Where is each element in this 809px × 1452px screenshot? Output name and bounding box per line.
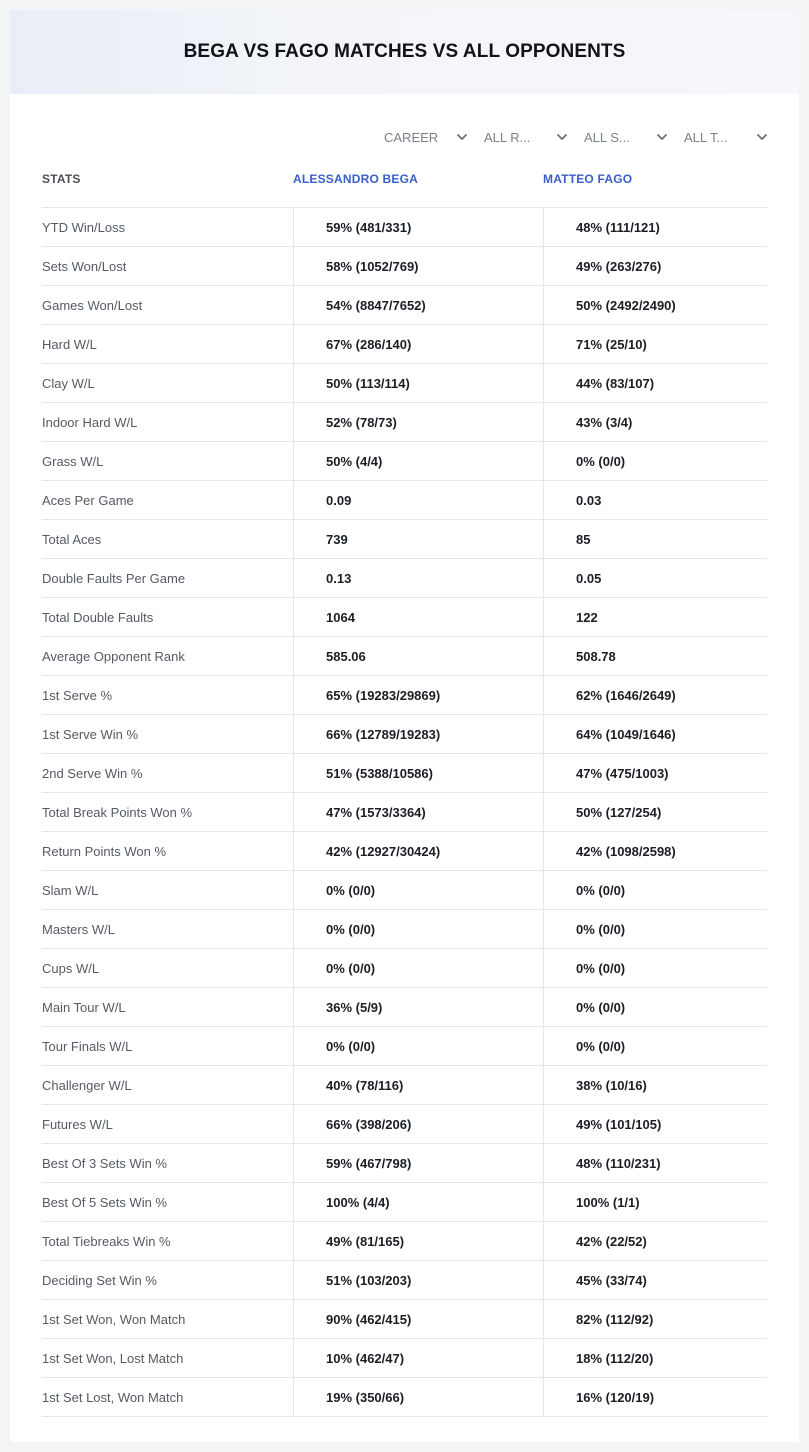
player1-value: 47% (1573/3364) bbox=[293, 793, 543, 831]
table-header bbox=[42, 170, 767, 208]
stats-card bbox=[10, 10, 799, 1442]
table-row bbox=[42, 910, 767, 949]
player1-value: 0% (0/0) bbox=[293, 1027, 543, 1065]
player2-value: 85 bbox=[543, 520, 767, 558]
player1-value: 40% (78/116) bbox=[293, 1066, 543, 1104]
player1-value: 65% (19283/29869) bbox=[293, 676, 543, 714]
player2-value: 82% (112/92) bbox=[543, 1300, 767, 1338]
player2-value: 508.78 bbox=[543, 637, 767, 675]
player2-value: 0.05 bbox=[543, 559, 767, 597]
player1-value: 54% (8847/7652) bbox=[293, 286, 543, 324]
stat-label: Cups W/L bbox=[42, 960, 100, 976]
table-row bbox=[42, 676, 767, 715]
stat-label: Aces Per Game bbox=[42, 492, 134, 508]
page-title: BEGA VS FAGO MATCHES VS ALL OPPONENTS bbox=[183, 41, 626, 62]
stat-label: 2nd Serve Win % bbox=[42, 765, 143, 781]
player2-value: 16% (120/19) bbox=[543, 1378, 767, 1416]
table-row bbox=[42, 403, 767, 442]
column-header-player2-link[interactable]: MATTEO FAGO bbox=[543, 172, 633, 186]
player1-value: 66% (12789/19283) bbox=[293, 715, 543, 753]
stat-label: Double Faults Per Game bbox=[42, 570, 186, 586]
table-row bbox=[42, 559, 767, 598]
player1-value: 36% (5/9) bbox=[293, 988, 543, 1026]
player2-value: 43% (3/4) bbox=[543, 403, 767, 441]
player2-value: 100% (1/1) bbox=[543, 1183, 767, 1221]
filter-round-select[interactable] bbox=[484, 126, 569, 148]
table-row bbox=[42, 1066, 767, 1105]
player2-value: 0% (0/0) bbox=[543, 442, 767, 480]
stat-label: Grass W/L bbox=[42, 453, 104, 469]
stats-table bbox=[42, 170, 767, 1417]
table-row bbox=[42, 1339, 767, 1378]
stat-label: Hard W/L bbox=[42, 336, 97, 352]
player1-value: 0% (0/0) bbox=[293, 871, 543, 909]
filter-surface-label: ALL S... bbox=[584, 129, 630, 145]
chevron-down-icon bbox=[555, 130, 569, 144]
player2-value: 45% (33/74) bbox=[543, 1261, 767, 1299]
player2-value: 0% (0/0) bbox=[543, 871, 767, 909]
player1-value: 66% (398/206) bbox=[293, 1105, 543, 1143]
stat-label: Average Opponent Rank bbox=[42, 648, 185, 664]
table-row bbox=[42, 1183, 767, 1222]
stat-label: 1st Set Lost, Won Match bbox=[42, 1389, 184, 1405]
player2-value: 49% (263/276) bbox=[543, 247, 767, 285]
table-row bbox=[42, 1144, 767, 1183]
filter-period-label: CAREER bbox=[384, 129, 439, 145]
chevron-down-icon bbox=[655, 130, 669, 144]
stat-label: 1st Set Won, Won Match bbox=[42, 1311, 186, 1327]
table-row bbox=[42, 520, 767, 559]
player2-value: 122 bbox=[543, 598, 767, 636]
stat-label: Return Points Won % bbox=[42, 843, 167, 859]
player1-value: 51% (5388/10586) bbox=[293, 754, 543, 792]
card-header bbox=[10, 10, 799, 94]
stat-label: Total Double Faults bbox=[42, 609, 154, 625]
player1-value: 90% (462/415) bbox=[293, 1300, 543, 1338]
player2-value: 47% (475/1003) bbox=[543, 754, 767, 792]
table-row bbox=[42, 754, 767, 793]
player1-value: 739 bbox=[293, 520, 543, 558]
table-row bbox=[42, 1222, 767, 1261]
player1-value: 49% (81/165) bbox=[293, 1222, 543, 1260]
player2-value: 38% (10/16) bbox=[543, 1066, 767, 1104]
stat-label: Games Won/Lost bbox=[42, 297, 143, 313]
player2-value: 50% (127/254) bbox=[543, 793, 767, 831]
stat-label: Sets Won/Lost bbox=[42, 258, 127, 274]
table-row bbox=[42, 1027, 767, 1066]
player1-value: 585.06 bbox=[293, 637, 543, 675]
filter-period-select[interactable] bbox=[384, 126, 469, 148]
stat-label: Masters W/L bbox=[42, 921, 115, 937]
player1-value: 50% (4/4) bbox=[293, 442, 543, 480]
table-row bbox=[42, 988, 767, 1027]
table-row bbox=[42, 481, 767, 520]
stat-label: Tour Finals W/L bbox=[42, 1038, 133, 1054]
player1-value: 59% (481/331) bbox=[293, 208, 543, 246]
table-row bbox=[42, 793, 767, 832]
player1-value: 59% (467/798) bbox=[293, 1144, 543, 1182]
table-row bbox=[42, 208, 767, 247]
stat-label: Futures W/L bbox=[42, 1116, 113, 1132]
player1-value: 42% (12927/30424) bbox=[293, 832, 543, 870]
stat-label: Total Aces bbox=[42, 531, 102, 547]
stat-label: Challenger W/L bbox=[42, 1077, 132, 1093]
stat-label: 1st Serve Win % bbox=[42, 726, 139, 742]
column-header-stats: STATS bbox=[42, 172, 81, 186]
player1-value: 52% (78/73) bbox=[293, 403, 543, 441]
player1-value: 1064 bbox=[293, 598, 543, 636]
stat-label: Total Tiebreaks Win % bbox=[42, 1233, 171, 1249]
player2-value: 42% (1098/2598) bbox=[543, 832, 767, 870]
player2-value: 44% (83/107) bbox=[543, 364, 767, 402]
table-row bbox=[42, 286, 767, 325]
player2-value: 49% (101/105) bbox=[543, 1105, 767, 1143]
table-body bbox=[42, 208, 767, 1417]
table-row bbox=[42, 637, 767, 676]
player1-value: 0% (0/0) bbox=[293, 949, 543, 987]
player2-value: 62% (1646/2649) bbox=[543, 676, 767, 714]
table-row bbox=[42, 949, 767, 988]
table-row bbox=[42, 1105, 767, 1144]
table-row bbox=[42, 247, 767, 286]
table-row bbox=[42, 832, 767, 871]
stat-label: YTD Win/Loss bbox=[42, 219, 126, 235]
player1-value: 10% (462/47) bbox=[293, 1339, 543, 1377]
player1-value: 0.13 bbox=[293, 559, 543, 597]
filter-bar bbox=[384, 126, 769, 148]
player1-value: 51% (103/203) bbox=[293, 1261, 543, 1299]
stat-label: Indoor Hard W/L bbox=[42, 414, 138, 430]
player1-value: 0% (0/0) bbox=[293, 910, 543, 948]
player2-value: 48% (111/121) bbox=[543, 208, 767, 246]
stat-label: Main Tour W/L bbox=[42, 999, 126, 1015]
stat-label: Clay W/L bbox=[42, 375, 95, 391]
player2-value: 48% (110/231) bbox=[543, 1144, 767, 1182]
player1-value: 58% (1052/769) bbox=[293, 247, 543, 285]
stat-label: 1st Set Won, Lost Match bbox=[42, 1350, 184, 1366]
table-row bbox=[42, 1300, 767, 1339]
player1-value: 50% (113/114) bbox=[293, 364, 543, 402]
player1-value: 67% (286/140) bbox=[293, 325, 543, 363]
player2-value: 50% (2492/2490) bbox=[543, 286, 767, 324]
filter-round-label: ALL R... bbox=[484, 129, 531, 145]
player2-value: 0% (0/0) bbox=[543, 1027, 767, 1065]
table-row bbox=[42, 442, 767, 481]
player1-value: 19% (350/66) bbox=[293, 1378, 543, 1416]
stat-label: 1st Serve % bbox=[42, 687, 113, 703]
player1-value: 0.09 bbox=[293, 481, 543, 519]
player2-value: 18% (112/20) bbox=[543, 1339, 767, 1377]
stat-label: Total Break Points Won % bbox=[42, 804, 193, 820]
player2-value: 0.03 bbox=[543, 481, 767, 519]
table-row bbox=[42, 598, 767, 637]
stat-label: Best Of 5 Sets Win % bbox=[42, 1194, 167, 1210]
player2-value: 0% (0/0) bbox=[543, 988, 767, 1026]
player1-value: 100% (4/4) bbox=[293, 1183, 543, 1221]
stat-label: Deciding Set Win % bbox=[42, 1272, 157, 1288]
chevron-down-icon bbox=[755, 130, 769, 144]
chevron-down-icon bbox=[455, 130, 469, 144]
stat-label: Slam W/L bbox=[42, 882, 99, 898]
table-row bbox=[42, 364, 767, 403]
filter-tournament-select[interactable] bbox=[684, 126, 769, 148]
player2-value: 0% (0/0) bbox=[543, 910, 767, 948]
table-row bbox=[42, 1261, 767, 1300]
player2-value: 64% (1049/1646) bbox=[543, 715, 767, 753]
table-row bbox=[42, 871, 767, 910]
player2-value: 0% (0/0) bbox=[543, 949, 767, 987]
stat-label: Best Of 3 Sets Win % bbox=[42, 1155, 167, 1171]
table-row bbox=[42, 1378, 767, 1417]
filter-tournament-label: ALL T... bbox=[684, 129, 728, 145]
column-header-player1-link[interactable]: ALESSANDRO BEGA bbox=[293, 172, 419, 186]
filter-surface-select[interactable] bbox=[584, 126, 669, 148]
player2-value: 71% (25/10) bbox=[543, 325, 767, 363]
player2-value: 42% (22/52) bbox=[543, 1222, 767, 1260]
table-row bbox=[42, 325, 767, 364]
table-row bbox=[42, 715, 767, 754]
